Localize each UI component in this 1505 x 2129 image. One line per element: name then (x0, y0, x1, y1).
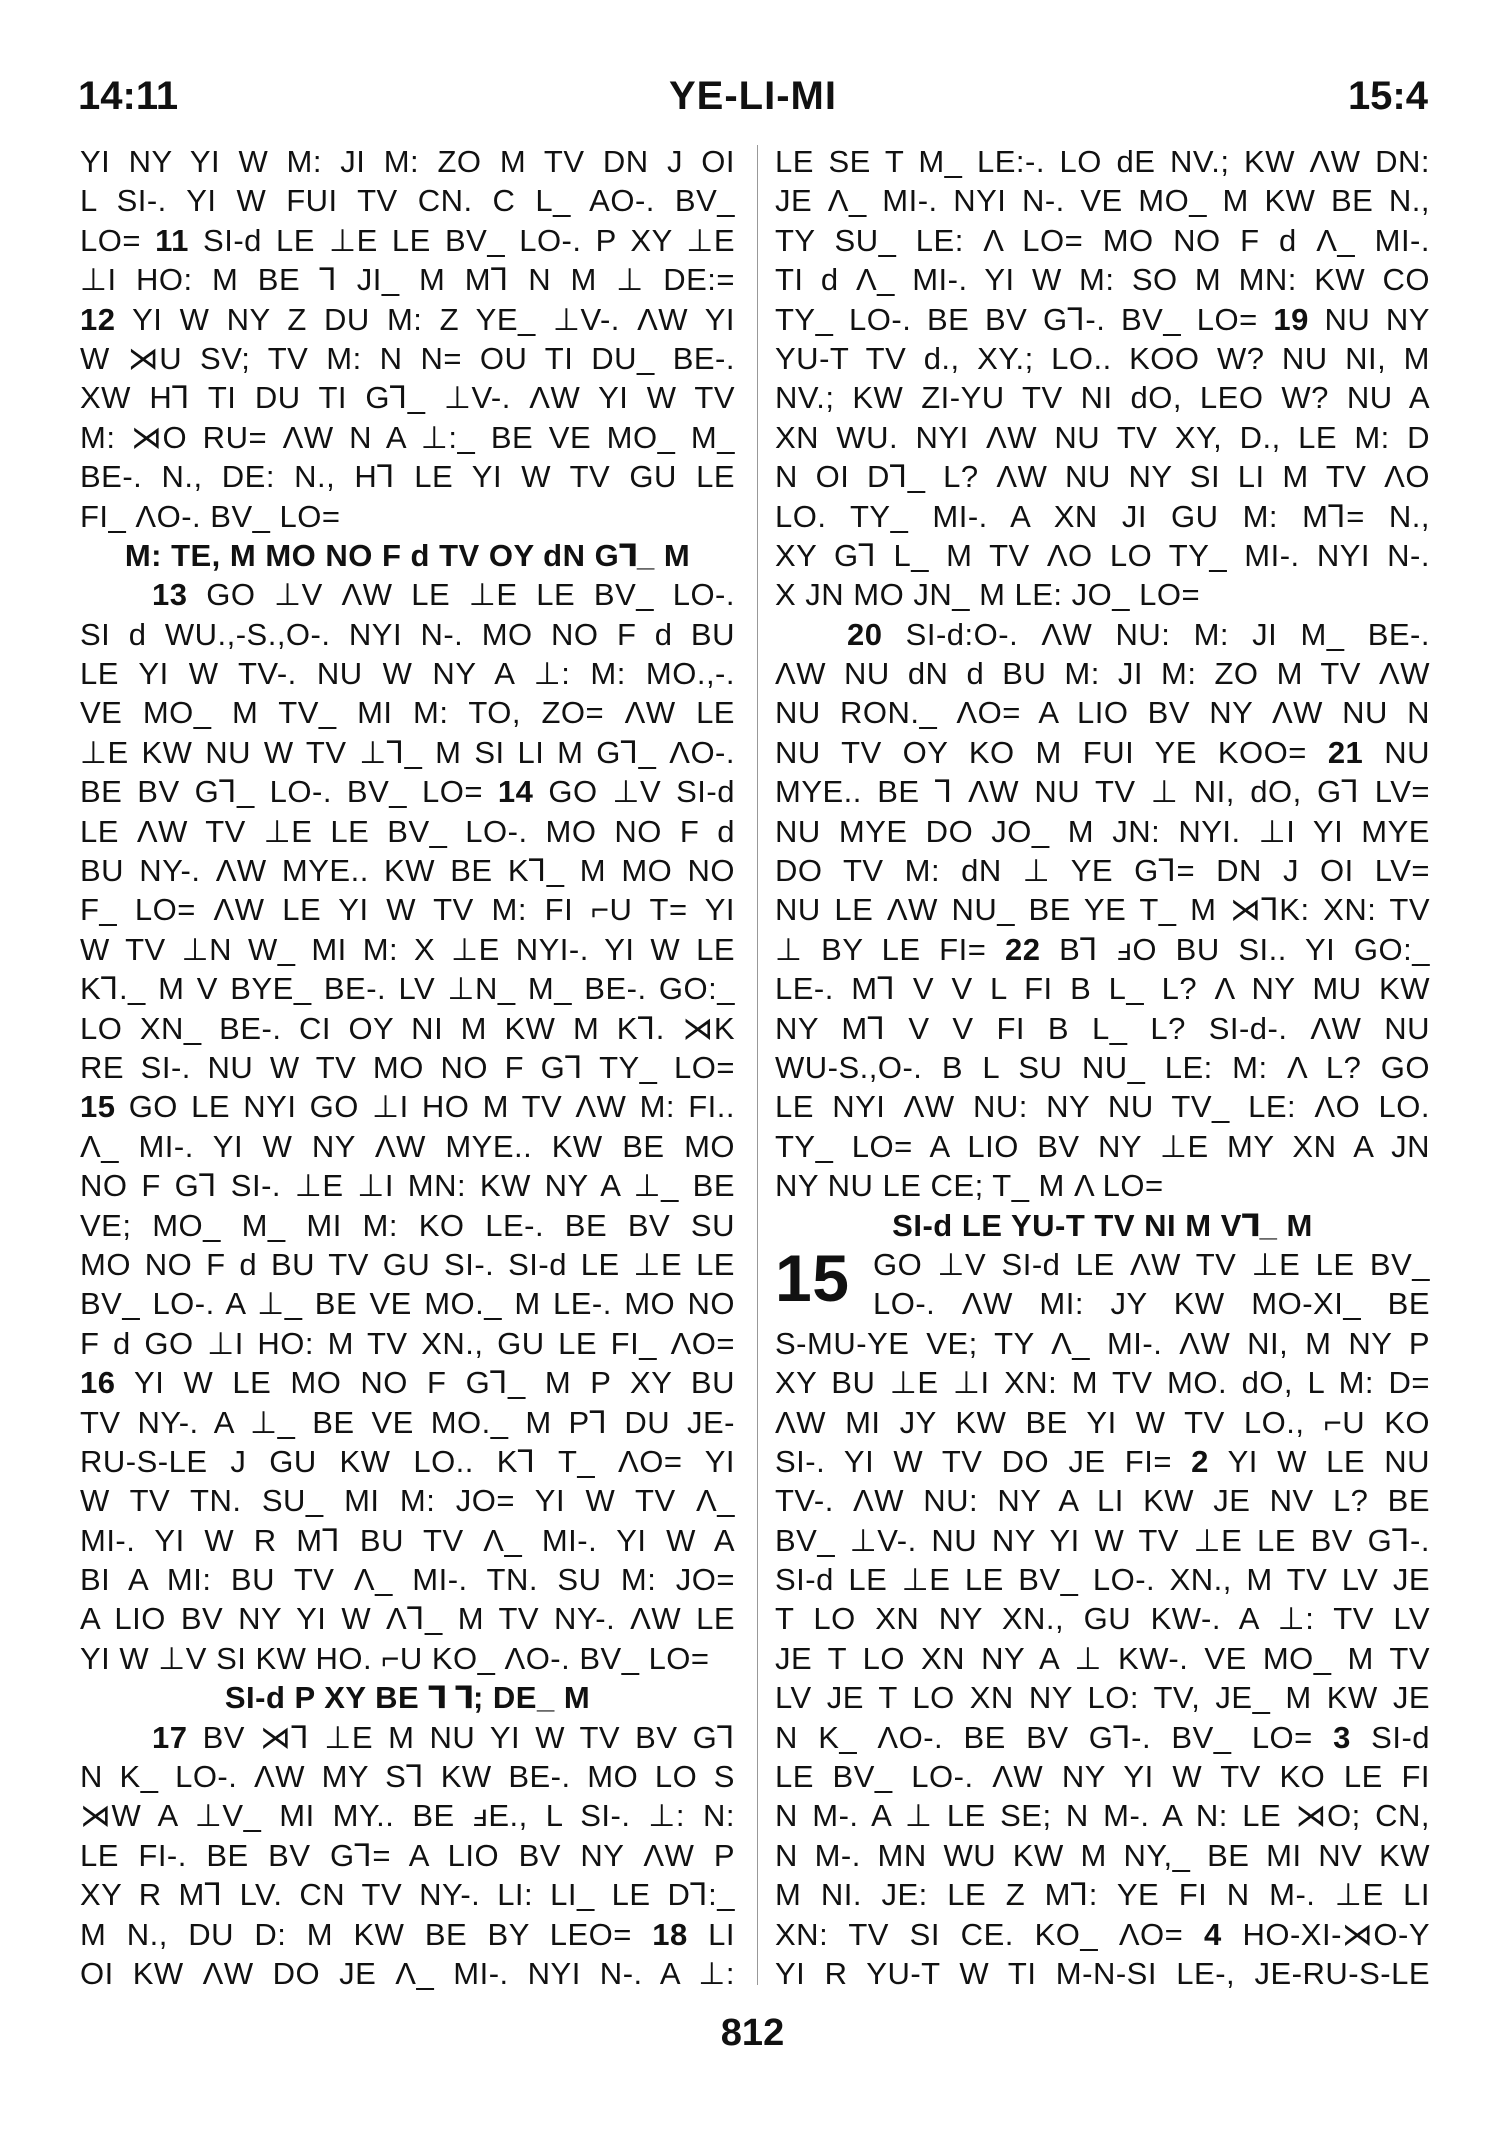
line-text: T LO XN NY XN., GU KW-. A ⊥: TV LV (775, 1601, 1430, 1637)
section-heading (80, 536, 735, 575)
line-text: SI-d (1350, 1719, 1431, 1755)
text-line (80, 378, 735, 417)
line-text: LO. TY_ MI-. A XN JI GU M: M⅂= N., (775, 498, 1430, 534)
column-divider (757, 145, 758, 1985)
line-text: LE BV_ LO-. ΛW NY YI W TV KO LE FI (775, 1759, 1430, 1795)
line-text: TY SU_ LE: Λ LO= MO NO F d Λ_ MI-. (775, 222, 1430, 258)
header-right-ref: 15:4 (1347, 74, 1428, 118)
text-line (80, 930, 735, 969)
text-line (80, 654, 735, 693)
text-line (775, 1481, 1430, 1520)
text-line (80, 300, 735, 339)
text-line (775, 1087, 1430, 1126)
line-text: TY_ LO= A LIO BV NY ⊥E MY XN A JN (775, 1128, 1430, 1164)
line-text: TV-. ΛW NU: NY A LI KW JE NV L? BE (775, 1483, 1430, 1519)
text-line (775, 693, 1430, 732)
verse-number: 15 (80, 1089, 116, 1125)
text-line (80, 890, 735, 929)
line-text: VE MO_ M TV_ MI M: TO, ZO= ΛW LE (80, 695, 735, 731)
text-line (80, 1009, 735, 1048)
line-text: NU TV OY KO M FUI YE KOO= (775, 734, 1328, 770)
text-line (80, 812, 735, 851)
line-text: F_ LO= ΛW LE YI W TV M: FI ⌐U T= YI (80, 892, 735, 928)
line-text: BV ⋊⅂ ⊥E M NU YI W TV BV G⅂ (187, 1719, 735, 1755)
line-text: BV_ ⊥V-. NU NY YI W TV ⊥E LE BV G⅂-. (775, 1522, 1430, 1558)
text-line (775, 851, 1430, 890)
line-text: BV_ LO-. A ⊥_ BE VE MO._ M LE-. MO NO (80, 1286, 735, 1322)
text-line (775, 890, 1430, 929)
verse-number: 20 (847, 616, 883, 652)
line-text: N M-. MN WU KW M NY,_ BE MI NV KW (775, 1837, 1430, 1873)
text-line (775, 1560, 1430, 1599)
line-text: VE; MO_ M_ MI M: KO LE-. BE BV SU (80, 1207, 735, 1243)
text-line (775, 1718, 1430, 1757)
line-text: N M-. A ⊥ LE SE; N M-. A N: LE ⋊O; CN, (775, 1798, 1430, 1834)
line-text: BI A MI: BU TV Λ_ MI-. TN. SU M: JO= (80, 1562, 735, 1598)
text-line (80, 1442, 735, 1481)
line-text: M N., DU D: M KW BE BY LEO= (80, 1916, 653, 1952)
line-text: SI-d LE ⊥E LE BV_ LO-. XN., M TV LV JE (775, 1562, 1430, 1598)
line-text: N OI D⅂_ L? ΛW NU NY SI LI M TV ΛO (775, 459, 1430, 495)
line-text: TV NY-. A ⊥_ BE VE MO._ M P⅂ DU JE- (80, 1404, 735, 1440)
line-text: TY_ LO-. BE BV G⅂-. BV_ LO= (775, 301, 1274, 337)
line-text: GO ⊥V ΛW LE ⊥E LE BV_ LO-. (187, 577, 735, 613)
text-line (80, 1560, 735, 1599)
line-text: LI (687, 1916, 736, 1952)
text-line (80, 181, 735, 220)
text-line (775, 181, 1430, 220)
text-line (80, 1206, 735, 1245)
text-line (775, 142, 1430, 181)
line-text: Λ_ MI-. YI W NY ΛW MYE.. KW BE MO (80, 1128, 735, 1164)
line-text: LV JE T LO XN NY LO: TV, JE_ M KW JE (775, 1680, 1430, 1716)
text-line (80, 1521, 735, 1560)
line-text: MI-. YI W R M⅂ BU TV Λ_ MI-. YI W A (80, 1522, 735, 1558)
text-line (80, 1048, 735, 1087)
text-line (775, 457, 1430, 496)
verse-number: 3 (1333, 1719, 1351, 1755)
text-line (775, 1836, 1430, 1875)
line-text: MO NO F d BU TV GU SI-. SI-d LE ⊥E LE (80, 1246, 735, 1282)
line-text: A LIO BV NY YI W Λ⅂_ M TV NY-. ΛW LE (80, 1601, 735, 1637)
text-line (80, 1875, 735, 1914)
text-line (80, 575, 735, 614)
line-text: OI KW ΛW DO JE Λ_ MI-. NYI N-. A ⊥: (80, 1955, 735, 1991)
text-line (775, 930, 1430, 969)
line-text: BU NY-. ΛW MYE.. KW BE K⅂_ M MO NO (80, 853, 735, 889)
line-text: XN: TV SI CE. KO_ ΛO= (775, 1916, 1204, 1952)
line-text: RE SI-. NU W TV MO NO F G⅂ TY_ LO= (80, 1049, 735, 1085)
verse-number: 12 (80, 301, 116, 337)
line-text: LO XN_ BE-. CI OY NI M KW M K⅂. ⋊K (80, 1010, 735, 1046)
line-text: K⅂._ M V BYE_ BE-. LV ⊥N_ M_ BE-. GO:_ (80, 971, 735, 1007)
text-line (80, 1915, 735, 1954)
line-text: M NI. JE: LE Z M⅂: YE FI N M-. ⊥E LI (775, 1877, 1430, 1913)
text-line (80, 221, 735, 260)
verse-number: 22 (1004, 931, 1041, 967)
text-line (80, 772, 735, 811)
verse-number: 16 (80, 1365, 116, 1401)
line-text: W TV TN. SU_ MI M: JO= YI W TV Λ_ (80, 1483, 735, 1519)
line-text: N K_ LO-. ΛW MY S⅂ KW BE-. MO LO S (80, 1759, 735, 1795)
line-text: SI-. YI W TV DO JE FI= (775, 1443, 1192, 1479)
text-line (80, 1245, 735, 1284)
line-text: S-MU-YE VE; TY Λ_ MI-. ΛW NI, M NY P (775, 1325, 1430, 1361)
text-line (775, 654, 1430, 693)
text-line (80, 260, 735, 299)
text-line (80, 851, 735, 890)
text-line (775, 1363, 1430, 1402)
line-text: JE Λ_ MI-. NYI N-. VE MO_ M KW BE N., (775, 183, 1430, 219)
line-text: LE-. M⅂ V V L FI B L_ L? Λ NY MU KW (775, 971, 1430, 1007)
text-line (775, 1127, 1430, 1166)
text-line (80, 1324, 735, 1363)
page-number: 812 (720, 2012, 785, 2054)
text-line (80, 969, 735, 1008)
text-line (80, 1796, 735, 1835)
line-text: NY M⅂ V V FI B L_ L? SI-d-. ΛW NU (775, 1010, 1430, 1046)
line-text: NU NY (1308, 301, 1430, 337)
text-line (775, 812, 1430, 851)
text-line (80, 1718, 735, 1757)
chapter-number: 15 (775, 1240, 850, 1315)
line-text: LO= (80, 222, 156, 258)
text-line (775, 1166, 1430, 1205)
line-text: TI d Λ_ MI-. YI W M: SO M MN: KW CO (775, 262, 1430, 298)
text-line (775, 1796, 1430, 1835)
left-column (80, 142, 735, 1993)
text-line (775, 733, 1430, 772)
header-left-ref: 14:11 (78, 74, 179, 118)
text-line (775, 1442, 1430, 1481)
line-text: SI-d P XY BE ⅂ ⅂; DE_ M (224, 1680, 591, 1716)
line-text: SI-d:O-. ΛW NU: M: JI M_ BE-. (882, 616, 1430, 652)
line-text: YI W LE MO NO F G⅂_ M P XY BU (115, 1365, 735, 1401)
line-text: NU LE ΛW NU_ BE YE T_ M ⋊⅂K: XN: TV (775, 892, 1430, 928)
verse-number: 14 (497, 774, 534, 810)
text-line (775, 1048, 1430, 1087)
verse-number: 19 (1273, 301, 1309, 337)
text-line (775, 536, 1430, 575)
text-line (80, 1599, 735, 1638)
text-line (775, 1403, 1430, 1442)
line-text: LE FI-. BE BV G⅂= A LIO BV NY ΛW P (80, 1837, 735, 1873)
line-text: DO TV M: dN ⊥ YE G⅂= DN J OI LV= (775, 853, 1430, 889)
line-text: XY G⅂ L_ M TV ΛO LO TY_ MI-. NYI N-. (775, 537, 1430, 573)
right-column (775, 142, 1430, 1993)
verse-number: 18 (652, 1916, 688, 1952)
line-text: XY BU ⊥E ⊥I XN: M TV MO. dO, L M: D= (775, 1365, 1430, 1401)
text-line (775, 1678, 1430, 1717)
line-text: ⋊W A ⊥V_ MI MY.. BE ⅎE., L SI-. ⊥: N: (80, 1798, 735, 1834)
verse-number: 11 (155, 222, 189, 258)
line-text: W TV ⊥N W_ MI M: X ⊥E NYI-. YI W LE (80, 931, 735, 967)
line-text: LE YI W TV-. NU W NY A ⊥: M: MO.,-. (80, 656, 735, 692)
text-line (80, 1639, 735, 1678)
text-line (775, 1009, 1430, 1048)
line-text: NU MYE DO JO_ M JN: NYI. ⊥I YI MYE (775, 813, 1430, 849)
text-line (775, 969, 1430, 1008)
line-text: SI-d LE YU-T TV NI M V⅂_ M (892, 1207, 1313, 1243)
text-line (775, 221, 1430, 260)
section-heading (80, 1678, 735, 1717)
line-text: XW H⅂ TI DU TI G⅂_ ⊥V-. ΛW YI W TV (80, 380, 735, 416)
line-text: NY NU LE CE; T_ M Λ LO= (775, 1168, 1164, 1204)
line-text: W ⋊U SV; TV M: N N= OU TI DU_ BE-. (80, 340, 735, 376)
line-text: GO ⊥V SI-d LE ΛW TV ⊥E LE BV_ (873, 1246, 1430, 1282)
line-text: YI W NY Z DU M: Z YE_ ⊥V-. ΛW YI (115, 301, 735, 337)
line-text: F d GO ⊥I HO: M TV XN., GU LE FI_ ΛO= (80, 1325, 735, 1361)
line-text: MYE.. BE ⅂ ΛW NU TV ⊥ NI, dO, G⅂ LV= (775, 774, 1430, 810)
text-line (775, 418, 1430, 457)
section-heading (775, 1206, 1430, 1245)
text-line (775, 1521, 1430, 1560)
line-text: HO-XI-⋊O-Y (1221, 1916, 1431, 1952)
line-text: L SI-. YI W FUI TV CN. C L_ AO-. BV_ (80, 183, 735, 219)
text-line (80, 1087, 735, 1126)
line-text: B⅂ ⅎO BU SI.. YI GO:_ (1040, 931, 1430, 967)
line-text: WU-S.,O-. B L SU NU_ LE: M: Λ L? GO (775, 1049, 1430, 1085)
text-line (80, 457, 735, 496)
text-line (80, 733, 735, 772)
text-line (80, 1363, 735, 1402)
line-text: SI-d LE ⊥E LE BV_ LO-. P XY ⊥E (188, 222, 736, 258)
line-text: M: TE, M MO NO F d TV OY dN G⅂_ M (124, 537, 691, 573)
line-text: GO ⊥V SI-d (533, 774, 735, 810)
line-text: FI_ ΛO-. BV_ LO= (80, 498, 341, 534)
line-text: M: ⋊O RU= ΛW N A ⊥:_ BE VE MO_ M_ (80, 419, 735, 455)
line-text: YI W LE NU (1208, 1443, 1430, 1479)
text-line (80, 1403, 735, 1442)
text-line (80, 615, 735, 654)
text-line (775, 300, 1430, 339)
line-text: ΛW MI JY KW BE YI W TV LO., ⌐U KO (775, 1404, 1430, 1440)
line-text: ⊥E KW NU W TV ⊥⅂_ M SI LI M G⅂_ ΛO-. (80, 734, 735, 770)
text-line (775, 1757, 1430, 1796)
line-text: GO LE NYI GO ⊥I HO M TV ΛW M: FI.. (115, 1089, 735, 1125)
line-text: BE-. N., DE: N., H⅂ LE YI W TV GU LE (80, 459, 735, 495)
line-text: SI d WU.,-S.,O-. NYI N-. MO NO F d BU (80, 616, 735, 652)
line-text: N K_ ΛO-. BE BV G⅂-. BV_ LO= (775, 1719, 1334, 1755)
verse-number: 13 (152, 577, 188, 613)
verse-number: 17 (152, 1719, 188, 1755)
text-line (80, 1954, 735, 1993)
line-text: NU (1363, 734, 1430, 770)
text-line (80, 1284, 735, 1323)
text-line (80, 339, 735, 378)
line-text: BE BV G⅂_ LO-. BV_ LO= (80, 774, 498, 810)
line-text: NU RON._ ΛO= A LIO BV NY ΛW NU N (775, 695, 1430, 731)
line-text: LE NYI ΛW NU: NY NU TV_ LE: ΛO LO. (775, 1089, 1430, 1125)
text-line (775, 378, 1430, 417)
verse-number: 21 (1327, 734, 1364, 770)
text-line (80, 418, 735, 457)
text-line (80, 1127, 735, 1166)
line-text: ΛW NU dN d BU M: JI M: ZO M TV ΛW (775, 656, 1430, 692)
text-line (775, 1954, 1430, 1993)
line-text: XN WU. NYI ΛW NU TV XY, D., LE M: D (775, 419, 1430, 455)
verse-number: 4 (1203, 1916, 1222, 1952)
line-text: NV.; KW ZI-YU TV NI dO, LEO W? NU A (775, 380, 1430, 416)
text-line (80, 142, 735, 181)
line-text: YU-T TV d., XY.; LO.. KOO W? NU NI, M (775, 340, 1430, 376)
page-header (78, 70, 1428, 122)
line-text: RU-S-LE J GU KW LO.. K⅂ T_ ΛO= YI (80, 1443, 735, 1479)
line-text: ⊥I HO: M BE ⅂ JI_ M M⅂ N M ⊥ DE:= (80, 262, 735, 298)
text-line (80, 1757, 735, 1796)
line-text: XY R M⅂ LV. CN TV NY-. LI: LI_ LE D⅂:_ (80, 1877, 735, 1913)
header-book-title: YE-LI-MI (669, 74, 837, 118)
text-line (775, 1915, 1430, 1954)
text-line (775, 260, 1430, 299)
text-line (80, 1836, 735, 1875)
text-line (775, 575, 1430, 614)
text-line (775, 615, 1430, 654)
text-line (775, 1639, 1430, 1678)
text-line (80, 1481, 735, 1520)
text-line (775, 772, 1430, 811)
line-text: JE T LO XN NY A ⊥ KW-. VE MO_ M TV (775, 1640, 1430, 1676)
line-text: NO F G⅂ SI-. ⊥E ⊥I MN: KW NY A ⊥_ BE (80, 1168, 735, 1204)
text-line (775, 1324, 1430, 1363)
line-text: YI W ⊥V SI KW HO. ⌐U KO_ ΛO-. BV_ LO= (80, 1640, 710, 1676)
text-line (80, 693, 735, 732)
verse-number: 2 (1191, 1443, 1209, 1479)
line-text: LE ΛW TV ⊥E LE BV_ LO-. MO NO F d (80, 813, 735, 849)
text-line (775, 339, 1430, 378)
text-line (80, 1166, 735, 1205)
line-text: YI NY YI W M: JI M: ZO M TV DN J OI (80, 144, 735, 179)
text-line (775, 497, 1430, 536)
line-text: LO-. ΛW MI: JY KW MO-XI_ BE (873, 1286, 1430, 1322)
line-text: LE SE T M_ LE:-. LO dE NV.; KW ΛW DN: (775, 144, 1430, 179)
text-line (80, 497, 735, 536)
text-line (775, 1284, 1430, 1323)
line-text: ⊥ BY LE FI= (775, 931, 1005, 967)
text-line (775, 1599, 1430, 1638)
line-text: YI R YU-T W TI M-N-SI LE-, JE-RU-S-LE (775, 1955, 1430, 1991)
text-line (775, 1875, 1430, 1914)
line-text: X JN MO JN_ M LE: JO_ LO= (775, 577, 1201, 613)
